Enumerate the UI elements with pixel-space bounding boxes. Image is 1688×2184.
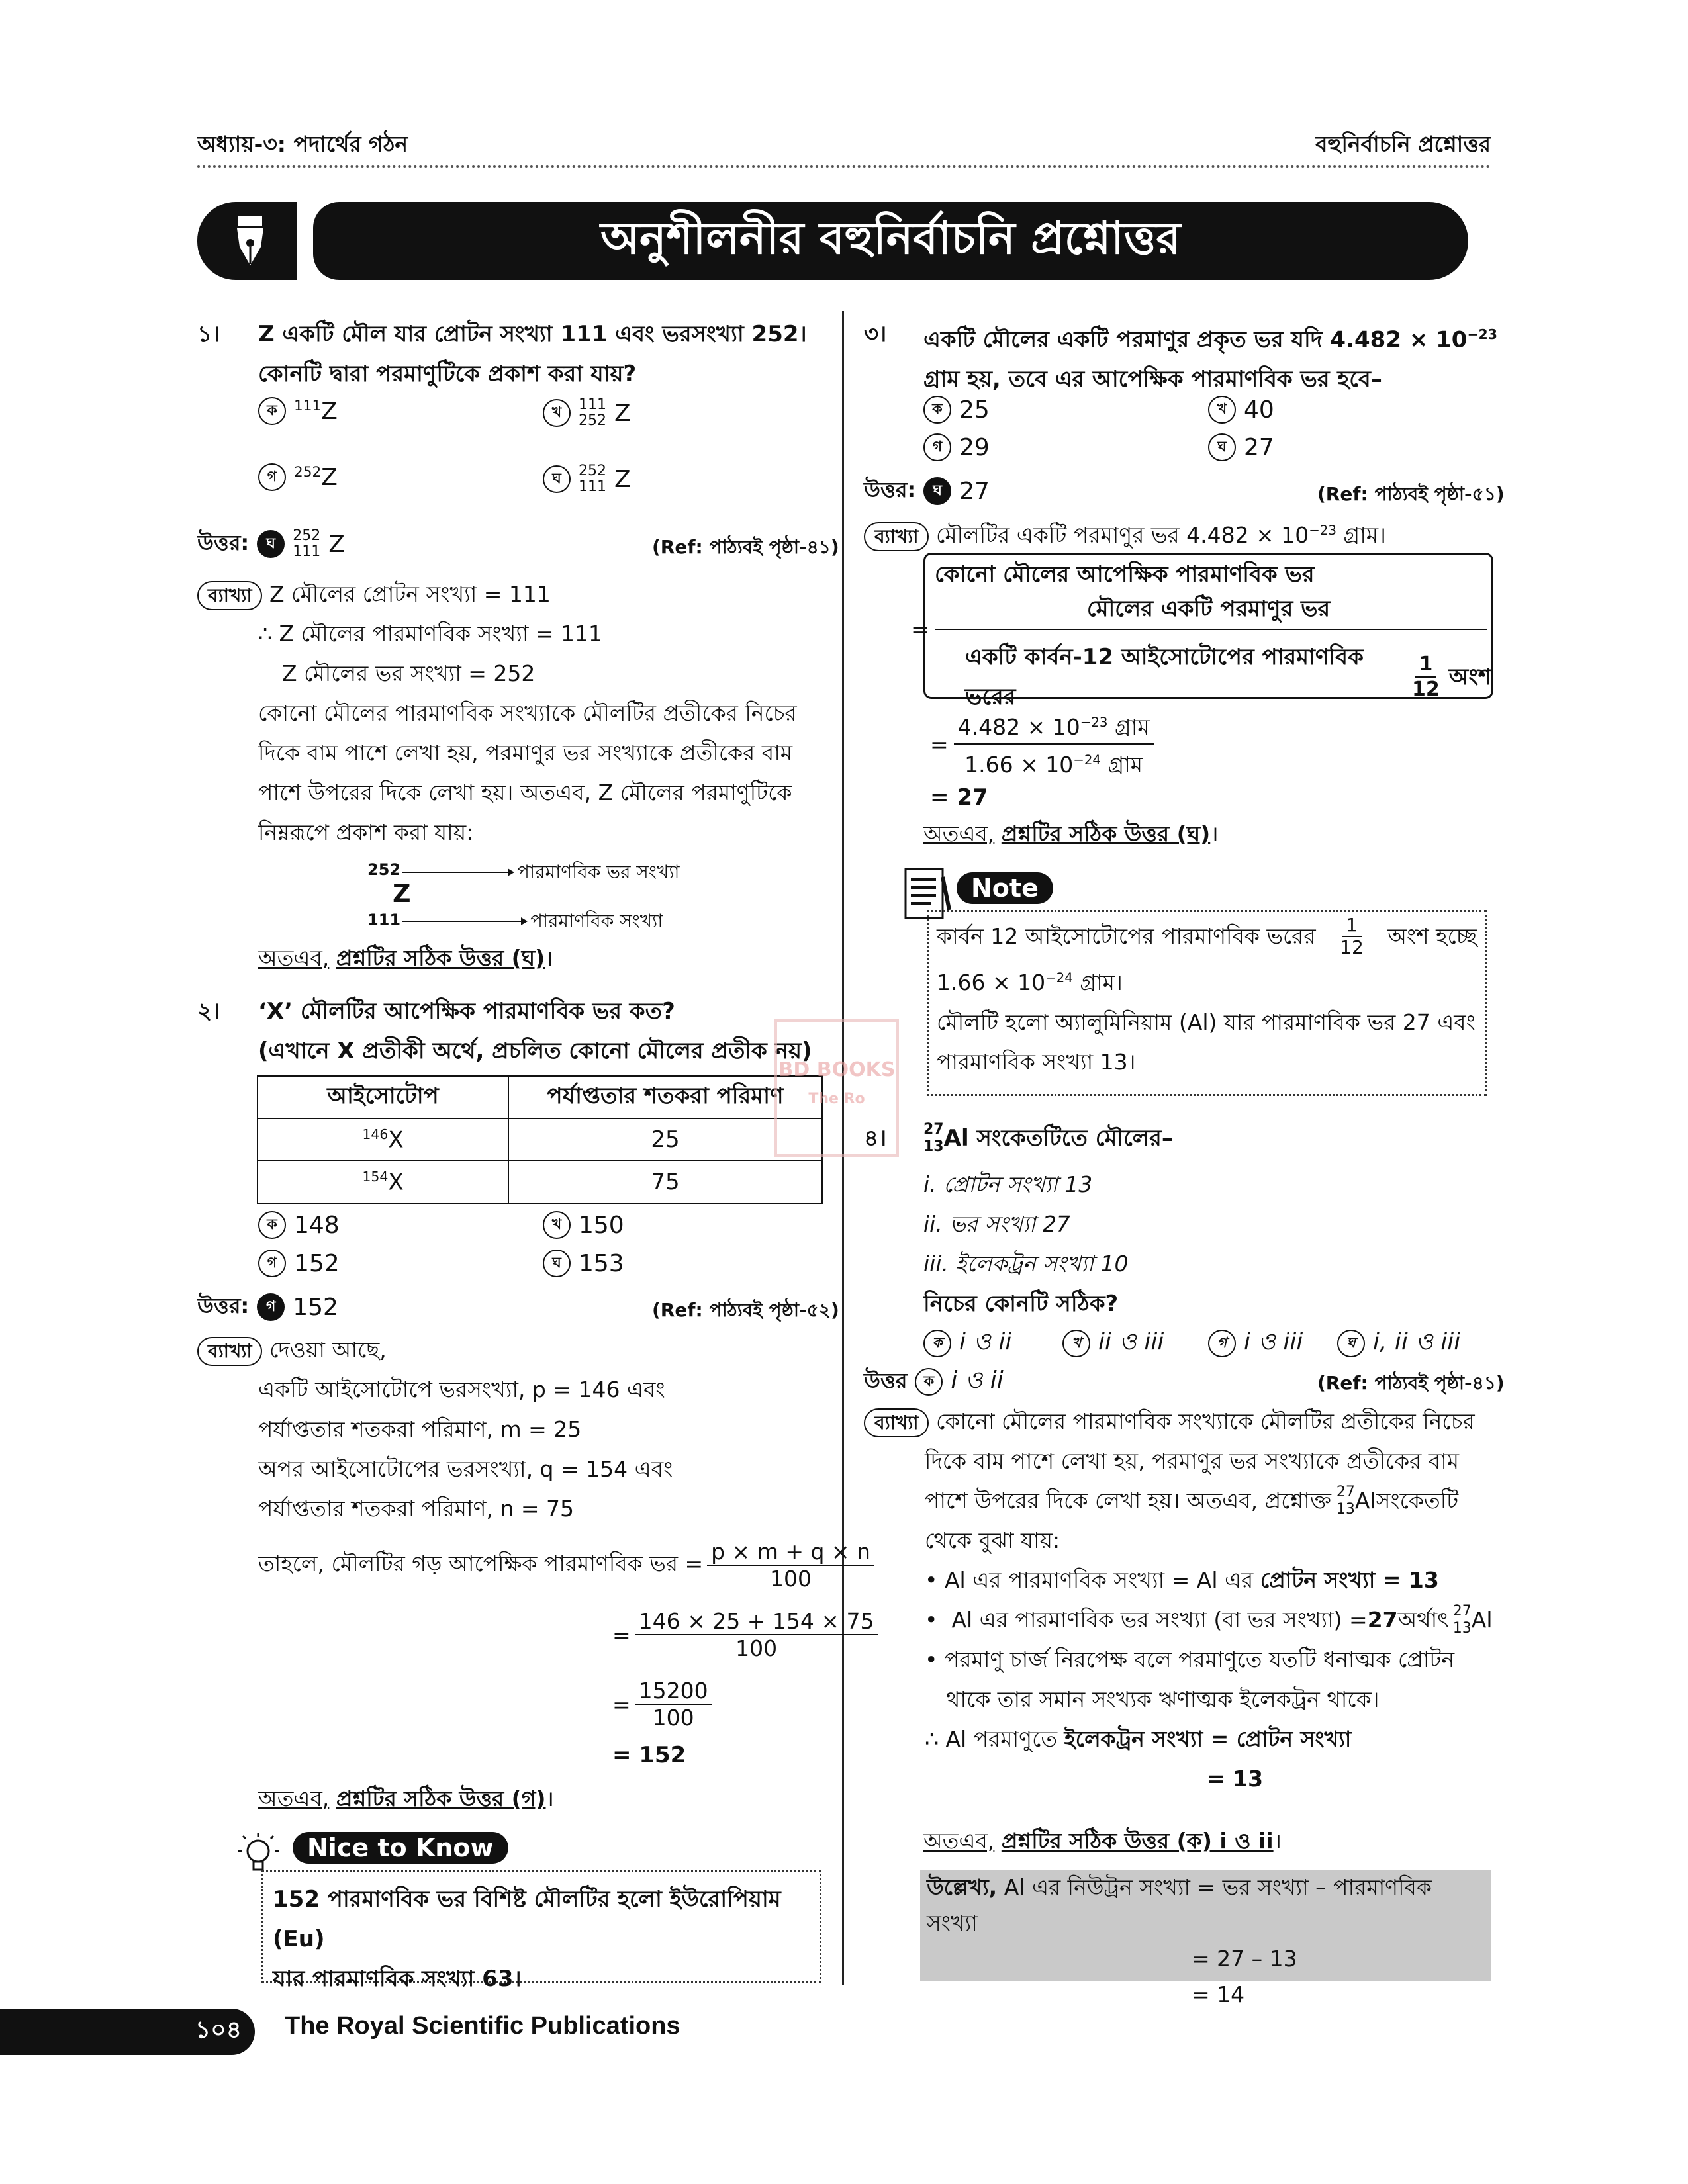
q4-option-kha[interactable]: খ ii ও iii	[1062, 1324, 1164, 1363]
q2-option-ka[interactable]: ক 148	[258, 1211, 340, 1239]
note-label: Note	[957, 872, 1053, 904]
chapter-header: অধ্যায়-৩: পদার্থের গঠন	[197, 131, 408, 157]
option-marker: ক	[923, 1330, 951, 1357]
q4-explanation: ব্যাখ্যা কোনো মৌলের পারমাণবিক সংখ্যাকে মৌলটির প্রতীকের নিচের দিকে বাম পাশে লেখা হয়, পরমাণুর ভর সংখ্যাকে প্রতীকের বাম পাশে উপরের দিকে লেখা হয়। অতএব, প্রশ্নোক্ত 27 13 Al সংকেতটি থেকে বুঝা যায়: • Al এর পারমাণবিক সংখ্যা = Al এর প্রোটন সংখ্যা = 13 • Al এর পারমাণবিক ভর সংখ্যা (বা ভর সংখ্যা) = 27 অর্থাৎ 27 13 Al • পরমাণু চার্জ নিরপেক্ষ বলে পরমাণুতে যতটি ধনাত্মক প্রোটন থাকে তার সমান সংখ্যক ঋণাত্মক ইলেকট্রন থাকে। ∴ Al পরমাণুতে ইলেকট্রন সংখ্যা = প্রোটন সংখ্যা = 13	[864, 1402, 1493, 1799]
q4-option-ga[interactable]: গ i ও iii	[1208, 1324, 1303, 1363]
explanation-tag: ব্যাখ্যা	[864, 522, 929, 551]
option-marker: ক	[258, 397, 286, 425]
publisher-name: The Royal Scientific Publications	[285, 2012, 680, 2040]
page-title: অনুশীলনীর বহুনির্বাচনি প্রশ্নোত্তর	[313, 202, 1468, 280]
q3-conclusion: অতএব, প্রশ্নটির সঠিক উত্তর (ঘ)।	[923, 821, 1219, 846]
q2-option-gha[interactable]: ঘ 153	[543, 1250, 624, 1277]
option-marker: খ	[543, 399, 571, 427]
option-marker: খ	[543, 1211, 571, 1239]
q2-calculation-line2: = $\frac{146 \times 25 + 154 \times 75}{100}$	[612, 1608, 878, 1661]
q4-conclusion: অতএব, প্রশ্নটির সঠিক উত্তর (ক) i ও ii।	[923, 1828, 1282, 1854]
option-marker: গ	[258, 463, 286, 491]
atomic-notation-diagram: 252 পারমাণবিক ভর সংখ্যা Z 111 পারমাণবিক সংখ্যা	[367, 860, 680, 932]
q2-number: ২।	[197, 998, 220, 1024]
answer-marker: গ	[257, 1293, 285, 1321]
option-marker: গ	[1208, 1330, 1236, 1357]
option-marker: ঘ	[1208, 433, 1236, 461]
answer-marker: ঘ	[923, 477, 951, 505]
q2-conclusion: অতএব, প্রশ্নটির সঠিক উত্তর (গ)।	[258, 1786, 554, 1811]
table-row: $^{146}$X 25	[258, 1118, 822, 1161]
q2-explanation: ব্যাখ্যা দেওয়া আছে, একটি আইসোটোপে ভরসংখ্যা, p = 146 এবং পর্যাপ্ততার শতকরা পরিমাণ, m = 25 অপর আইসোটোপের ভরসংখ্যা, q = 154 এবং পর্যাপ্ততার শতকরা পরিমাণ, n = 75	[197, 1330, 833, 1529]
q4-number: ৪।	[864, 1125, 887, 1152]
option-marker: খ	[1062, 1330, 1090, 1357]
option-marker: গ	[258, 1250, 286, 1277]
explanation-tag: ব্যাখ্যা	[197, 1337, 262, 1366]
bd-books-watermark: BD BOOKS The Ro	[774, 1019, 899, 1157]
pen-nib-icon	[197, 202, 297, 280]
q1-option-ga[interactable]: গ $^{252}$Z	[258, 463, 338, 491]
option-marker: ঘ	[1337, 1330, 1365, 1357]
section-header: বহুনির্বাচনি প্রশ্নোত্তর	[1315, 131, 1491, 157]
q2-result: = 152	[612, 1742, 686, 1768]
q1-conclusion: অতএব, প্রশ্নটির সঠিক উত্তর (ঘ)।	[258, 945, 553, 971]
isotope-table: আইসোটোপ পর্যাপ্ততার শতকরা পরিমাণ $^{146}$X 25 $^{154}$X 75	[257, 1075, 823, 1204]
q3-text: একটি মৌলের একটি পরমাণুর প্রকৃত ভর যদি $4.482 \times 10^{-23}$ গ্রাম হয়, তবে এর আপেক্ষিক পারমাণবিক ভর হবে–	[923, 326, 1497, 393]
q1-option-gha[interactable]: ঘ 252 111 Z	[543, 463, 631, 495]
option-marker: ক	[923, 396, 951, 424]
q1-number: ১।	[197, 321, 220, 347]
option-marker: ঘ	[543, 1250, 571, 1277]
q4-answer: উত্তর ক i ও ii	[864, 1362, 1004, 1402]
q1-option-ka[interactable]: ক $^{111}$Z	[258, 397, 338, 425]
explanation-tag: ব্যাখ্যা	[864, 1408, 929, 1437]
option-marker: ঘ	[543, 465, 571, 493]
explanation-tag: ব্যাখ্যা	[197, 581, 262, 610]
q3-option-gha[interactable]: ঘ 27	[1208, 433, 1274, 461]
q3-answer: উত্তর: ঘ 27	[864, 477, 990, 505]
q3-reference: (Ref: পাঠ্যবই পৃষ্ঠা-৫১)	[1317, 483, 1505, 505]
q2-text: ‘X’ মৌলটির আপেক্ষিক পারমাণবিক ভর কত? (এখানে X প্রতীকী অর্থে, প্রচলিত কোনো মৌলের প্রতীক নয়)	[258, 998, 812, 1064]
q2-calculation-line3: = $\frac{15200}{100}$	[612, 1678, 712, 1731]
q3-option-ga[interactable]: গ 29	[923, 433, 990, 461]
q3-calculation: = $\frac{4.482 \times 10^{-23} গ্রাম}{1.66 \times 10^{-24} গ্রাম}$	[930, 707, 1154, 781]
nice-to-know-box: 152 পারমাণবিক ভর বিশিষ্ট মৌলটির হলো ইউরোপিয়াম (Eu) যার পারমাণবিক সংখ্যা 63।	[261, 1870, 821, 1983]
q2-reference: (Ref: পাঠ্যবই পৃষ্ঠা-৫২)	[652, 1299, 839, 1321]
relative-atomic-mass-formula-box: কোনো মৌলের আপেক্ষিক পারমাণবিক ভর মৌলের একটি পরমাণুর ভর = একটি কার্বন-12 আইসোটোপের পারমাণবিক ভরের $\frac{1}{12}$ অংশ	[923, 553, 1493, 699]
answer-marker: ঘ	[257, 530, 285, 558]
q1-text: Z একটি মৌল যার প্রোটন সংখ্যা 111 এবং ভরসংখ্যা 252। কোনটি দ্বারা পরমাণুটিকে প্রকাশ করা যায়?	[258, 321, 807, 387]
q1-explanation: ব্যাখ্যা Z মৌলের প্রোটন সংখ্যা = 111 ∴ Z মৌলের পারমাণবিক সংখ্যা = 111 Z মৌলের ভর সংখ্যা = 252 কোনো মৌলের পারমাণবিক সংখ্যাকে মৌলটির প্রতীকের নিচের দিকে বাম পাশে লেখা হয়, পরমাণুর ভর সংখ্যাকে প্রতীকের বাম পাশে উপরের দিকে লেখা হয়। অতএব, Z মৌলের পরমাণুটিকে নিম্নরূপে প্রকাশ করা যায়:	[197, 574, 833, 852]
title-banner	[197, 202, 1468, 281]
note-box: কার্বন 12 আইসোটোপের পারমাণবিক ভরের $\frac{1}{12}$ অংশ হচ্ছে $1.66 \times 10^{-24}$ গ্রাম। মৌলটি হলো অ্যালুমিনিয়াম (Al) যার পারমাণবিক ভর 27 এবং পারমাণবিক সংখ্যা 13।	[927, 910, 1487, 1096]
q1-reference: (Ref: পাঠ্যবই পৃষ্ঠা-৪১)	[652, 536, 839, 558]
option-marker: গ	[923, 433, 951, 461]
option-marker: খ	[1208, 396, 1236, 424]
q4-text: 27 13 Al সংকেতটিতে মৌলের–	[923, 1121, 1173, 1155]
q1-answer: উত্তর: ঘ 252 111 Z	[197, 527, 345, 560]
q3-option-kha[interactable]: খ 40	[1208, 396, 1274, 424]
answer-marker: ক	[915, 1368, 943, 1396]
page-number: ১০৪	[0, 2009, 255, 2055]
q4-option-ka[interactable]: ক i ও ii	[923, 1324, 1011, 1363]
table-row: $^{154}$X 75	[258, 1161, 822, 1203]
q3-result: = 27	[930, 784, 988, 811]
q2-option-ga[interactable]: গ 152	[258, 1250, 340, 1277]
q1-option-kha[interactable]: খ 111 252 Z	[543, 397, 631, 429]
neutron-note-box: উল্লেখ্য, Al এর নিউট্রন সংখ্যা = ভর সংখ্যা – পারমাণবিক সংখ্যা = 27 – 13 = 14	[920, 1870, 1491, 1981]
q3-option-ka[interactable]: ক 25	[923, 396, 990, 424]
q2-answer: উত্তর: গ 152	[197, 1293, 338, 1321]
q2-option-kha[interactable]: খ 150	[543, 1211, 624, 1239]
option-marker: ক	[258, 1211, 286, 1239]
q4-option-gha[interactable]: ঘ i, ii ও iii	[1337, 1324, 1460, 1363]
q4-statements: i. প্রোটন সংখ্যা 13 ii. ভর সংখ্যা 27 iii. ইলেকট্রন সংখ্যা 10 নিচের কোনটি সঠিক?	[923, 1171, 1129, 1317]
nice-to-know-label: Nice to Know	[293, 1832, 508, 1864]
q2-calculation-line1: তাহলে, মৌলটির গড় আপেক্ষিক পারমাণবিক ভর = $\frac{p \times m + q \times n}{100}$	[258, 1539, 874, 1592]
q4-reference: (Ref: পাঠ্যবই পৃষ্ঠা-৪১)	[1317, 1372, 1505, 1394]
q3-number: ৩।	[864, 321, 887, 347]
header-divider	[197, 165, 1491, 168]
q3-explanation: ব্যাখ্যা মৌলটির একটি পরমাণুর ভর $4.482 \times 10^{-23}$ গ্রাম।	[864, 511, 1386, 555]
